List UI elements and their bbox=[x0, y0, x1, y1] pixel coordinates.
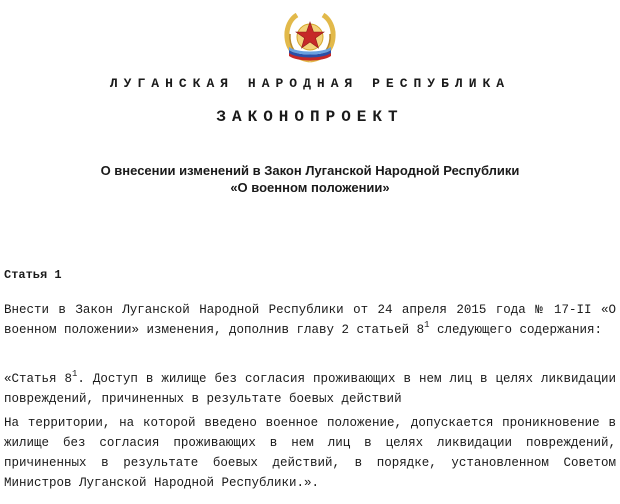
paragraph-1-superscript: 1 bbox=[424, 320, 430, 330]
article-paragraph-3: На территории, на которой введено военное положение, допускается проникновение в жилище без согласия проживающих в нем лиц в целях ликвидации повреждений, причиненных в результате боевых действий, в порядке, установленном Советом Министров Луганской Народной Республики.». bbox=[4, 416, 616, 490]
country-name: ЛУГАНСКАЯ НАРОДНАЯ РЕСПУБЛИКА bbox=[109, 76, 511, 91]
document-type: ЗАКОНОПРОЕКТ bbox=[216, 108, 404, 126]
paragraph-2-text: . Доступ в жилище без согласия проживающих в нем лиц в целях ликвидации повреждений, причиненных в результате боевых действий bbox=[4, 372, 616, 406]
paragraph-1-text: Внести в Закон Луганской Народной Республики от 24 апреля 2015 года № 17-II «О военном положении» изменения, дополнив главу 2 статьей 8 bbox=[4, 303, 616, 337]
document-title-line1: О внесении изменений в Закон Луганской Народной Республики bbox=[100, 163, 520, 178]
lpr-coat-of-arms-icon bbox=[283, 10, 337, 66]
paragraph-1-tail: следующего содержания: bbox=[429, 323, 603, 337]
document-title-line2: «О военном положении» bbox=[230, 180, 390, 195]
document-title bbox=[0, 162, 620, 196]
paragraph-2-prefix: «Статья 8 bbox=[4, 372, 73, 386]
article-heading: Статья 1 bbox=[4, 268, 62, 282]
paragraph-2-superscript: 1 bbox=[72, 369, 78, 379]
article-paragraph-2 bbox=[4, 369, 616, 409]
article-paragraph-1 bbox=[4, 300, 616, 340]
